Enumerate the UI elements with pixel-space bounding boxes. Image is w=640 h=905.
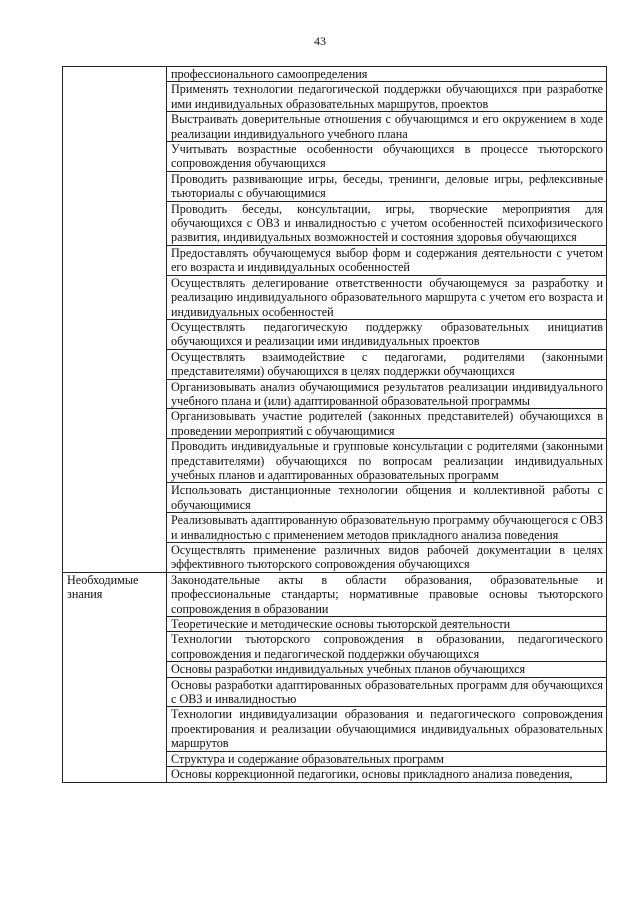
skill-item: Осуществлять применение различных видов рабочей документации в целях эффективного тьюторского сопровождения обучающихся xyxy=(167,543,607,573)
knowledge-item: Основы разработки индивидуальных учебных планов обучающихся xyxy=(167,662,607,677)
skill-item: Осуществлять взаимодействие с педагогами, родителями (законными представителями) обучающихся в целях поддержки обучающихся xyxy=(167,349,607,379)
table-row xyxy=(63,67,607,82)
skill-item: Организовывать участие родителей (законных представителей) обучающихся в проведении мероприятий с обучающимися xyxy=(167,409,607,439)
competency-table xyxy=(62,66,607,783)
page-number: 43 xyxy=(314,34,326,48)
skill-item: Применять технологии педагогической поддержки обучающихся при разработке ими индивидуальных образовательных маршрутов, проектов xyxy=(167,82,607,112)
skill-item: Выстраивать доверительные отношения с обучающимся и его окружением в ходе реализации индивидуального учебного плана xyxy=(167,112,607,142)
knowledge-item: Основы коррекционной педагогики, основы прикладного анализа поведения, xyxy=(167,767,607,782)
skill-item: Предоставлять обучающемуся выбор форм и содержания деятельности с учетом его возраста и индивидуальных особенностей xyxy=(167,245,607,275)
skill-item: Проводить развивающие игры, беседы, тренинги, деловые игры, рефлексивные тьюториалы с обучающимися xyxy=(167,171,607,201)
knowledge-item: Теоретические и методические основы тьюторской деятельности xyxy=(167,617,607,632)
skill-item: Проводить беседы, консультации, игры, творческие мероприятия для обучающихся с ОВЗ и инвалидностью с учетом особенностей психофизического развития, индивидуальных возможностей и состояния здоровья обучающихся xyxy=(167,201,607,245)
skill-item: Осуществлять делегирование ответственности обучающемуся за разработку и реализацию индивидуального образовательного маршрута с учетом его возраста и индивидуальных особенностей xyxy=(167,275,607,319)
knowledge-item: Структура и содержание образовательных программ xyxy=(167,751,607,766)
skill-item: Осуществлять педагогическую поддержку образовательных инициатив обучающихся и реализации ими индивидуальных проектов xyxy=(167,319,607,349)
knowledge-label: Необходимые знания xyxy=(63,572,167,782)
label-cell-empty xyxy=(63,67,167,573)
skill-item: профессионального самоопределения xyxy=(167,67,607,82)
skill-item: Проводить индивидуальные и групповые консультации с родителями (законными представителями) обучающихся по вопросам реализации индивидуальных учебных планов и адаптированных образовательных программ xyxy=(167,439,607,483)
skill-item: Организовывать анализ обучающимися результатов реализации индивидуального учебного плана и (или) адаптированной образовательной программы xyxy=(167,379,607,409)
table-row xyxy=(63,572,607,616)
skill-item: Реализовывать адаптированную образовательную программу обучающегося с ОВЗ и инвалидностью с применением методов прикладного анализа поведения xyxy=(167,513,607,543)
skill-item: Учитывать возрастные особенности обучающихся в процессе тьюторского сопровождения обучающихся xyxy=(167,142,607,172)
knowledge-item: Технологии индивидуализации образования и педагогического сопровождения проектирования и реализации обучающимися индивидуальных образовательных маршрутов xyxy=(167,707,607,751)
knowledge-item: Технологии тьюторского сопровождения в образовании, педагогического сопровождения и педагогической поддержки обучающихся xyxy=(167,632,607,662)
knowledge-item: Основы разработки адаптированных образовательных программ для обучающихся с ОВЗ и инвалидностью xyxy=(167,677,607,707)
knowledge-item: Законодательные акты в области образования, образовательные и профессиональные стандарты; нормативные правовые основы тьюторского сопровождения в образовании xyxy=(167,572,607,616)
skill-item: Использовать дистанционные технологии общения и коллективной работы с обучающимися xyxy=(167,483,607,513)
